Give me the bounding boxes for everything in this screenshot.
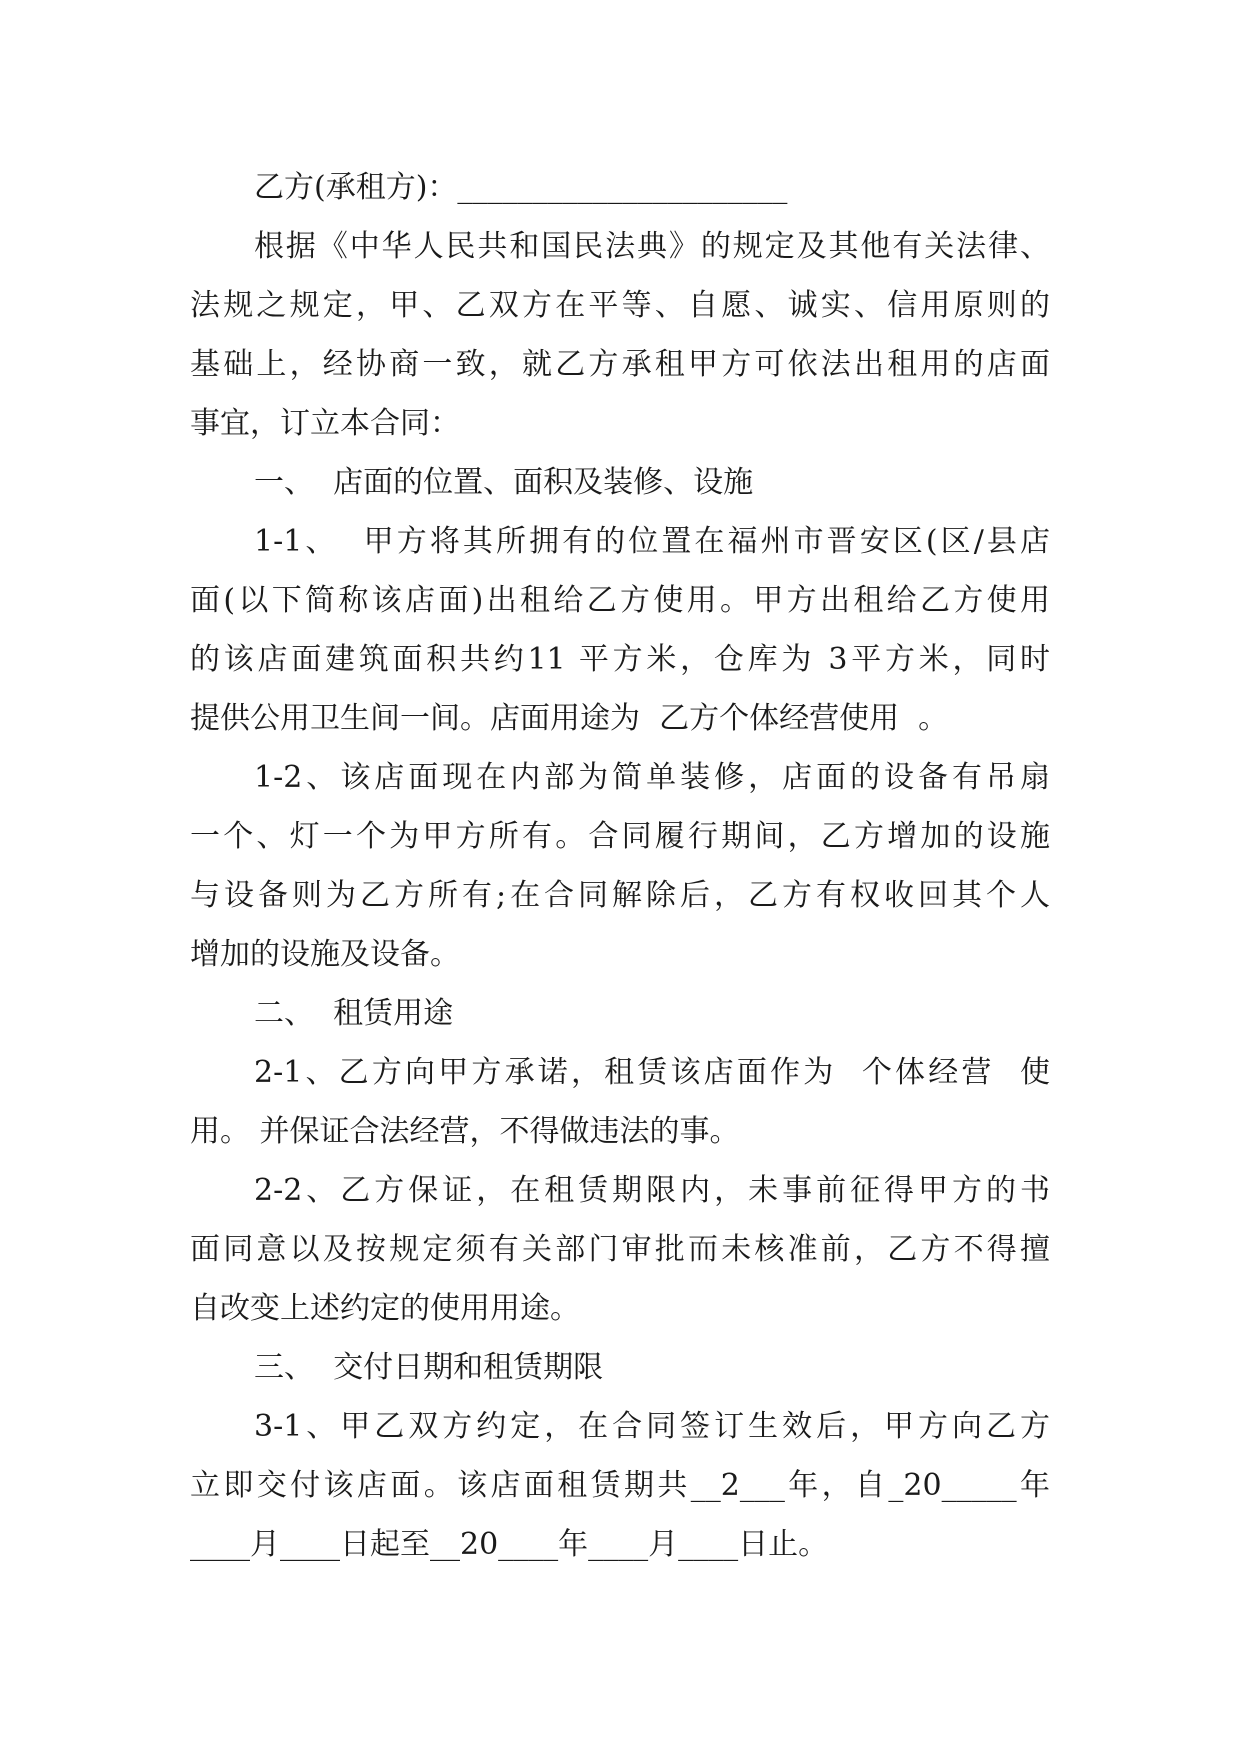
section-2-heading: 二、 租赁用途 <box>254 996 454 1031</box>
section-3-heading: 三、 交付日期和租赁期限 <box>254 1350 604 1385</box>
preamble-line-1: 根据《中华人民共和国民法典》的规定及其他有关法律、 <box>254 229 1050 264</box>
clause-3-1-line-1: 3-1、甲乙双方约定，在合同签订生效后，甲方向乙方 <box>254 1409 1050 1444</box>
clause-1-1-line-2: 面(以下简称该店面)出租给乙方使用。甲方出租给乙方使用 <box>190 583 1050 618</box>
preamble-line-2: 法规之规定，甲、乙双方在平等、自愿、诚实、信用原则的 <box>190 288 1050 323</box>
contract-text <box>190 158 1050 1574</box>
clause-2-1-line-1: 2-1、乙方向甲方承诺，租赁该店面作为 个体经营 使 <box>254 1055 1050 1090</box>
clause-3-1-line-2: 立即交付该店面。该店面租赁期共__2___年，自_20_____年 <box>190 1468 1050 1503</box>
clause-1-2-line-4: 增加的设施及设备。 <box>190 937 460 972</box>
preamble-line-4: 事宜，订立本合同： <box>190 406 460 441</box>
clause-2-2-line-2: 面同意以及按规定须有关部门审批而未核准前，乙方不得擅 <box>190 1232 1050 1267</box>
clause-1-2-line-1: 1-2、该店面现在内部为简单装修，店面的设备有吊扇 <box>254 760 1050 795</box>
clause-1-1-line-1: 1-1、 甲方将其所拥有的位置在福州市晋安区(区/县店 <box>254 524 1050 559</box>
section-1-heading: 一、 店面的位置、面积及装修、设施 <box>254 465 754 500</box>
clause-1-1-line-3: 的该店面建筑面积共约11 平方米，仓库为 3平方米，同时 <box>190 642 1050 677</box>
clause-3-1-line-3: ____月____日起至__20____年____月____日止。 <box>190 1527 829 1562</box>
preamble-line-3: 基础上，经协商一致，就乙方承租甲方可依法出租用的店面 <box>190 347 1050 382</box>
clause-2-2-line-1: 2-2、乙方保证，在租赁期限内，未事前征得甲方的书 <box>254 1173 1050 1208</box>
party-b-tenant-line: 乙方(承租方)：______________________ <box>254 170 788 205</box>
clause-1-2-line-2: 一个、灯一个为甲方所有。合同履行期间，乙方增加的设施 <box>190 819 1050 854</box>
clause-2-2-line-3: 自改变上述约定的使用用途。 <box>190 1291 580 1326</box>
clause-1-2-line-3: 与设备则为乙方所有;在合同解除后，乙方有权收回其个人 <box>190 878 1050 913</box>
clause-2-1-line-2: 用。 并保证合法经营，不得做违法的事。 <box>190 1114 740 1149</box>
clause-1-1-line-4: 提供公用卫生间一间。店面用途为 乙方个体经营使用 。 <box>190 701 949 736</box>
